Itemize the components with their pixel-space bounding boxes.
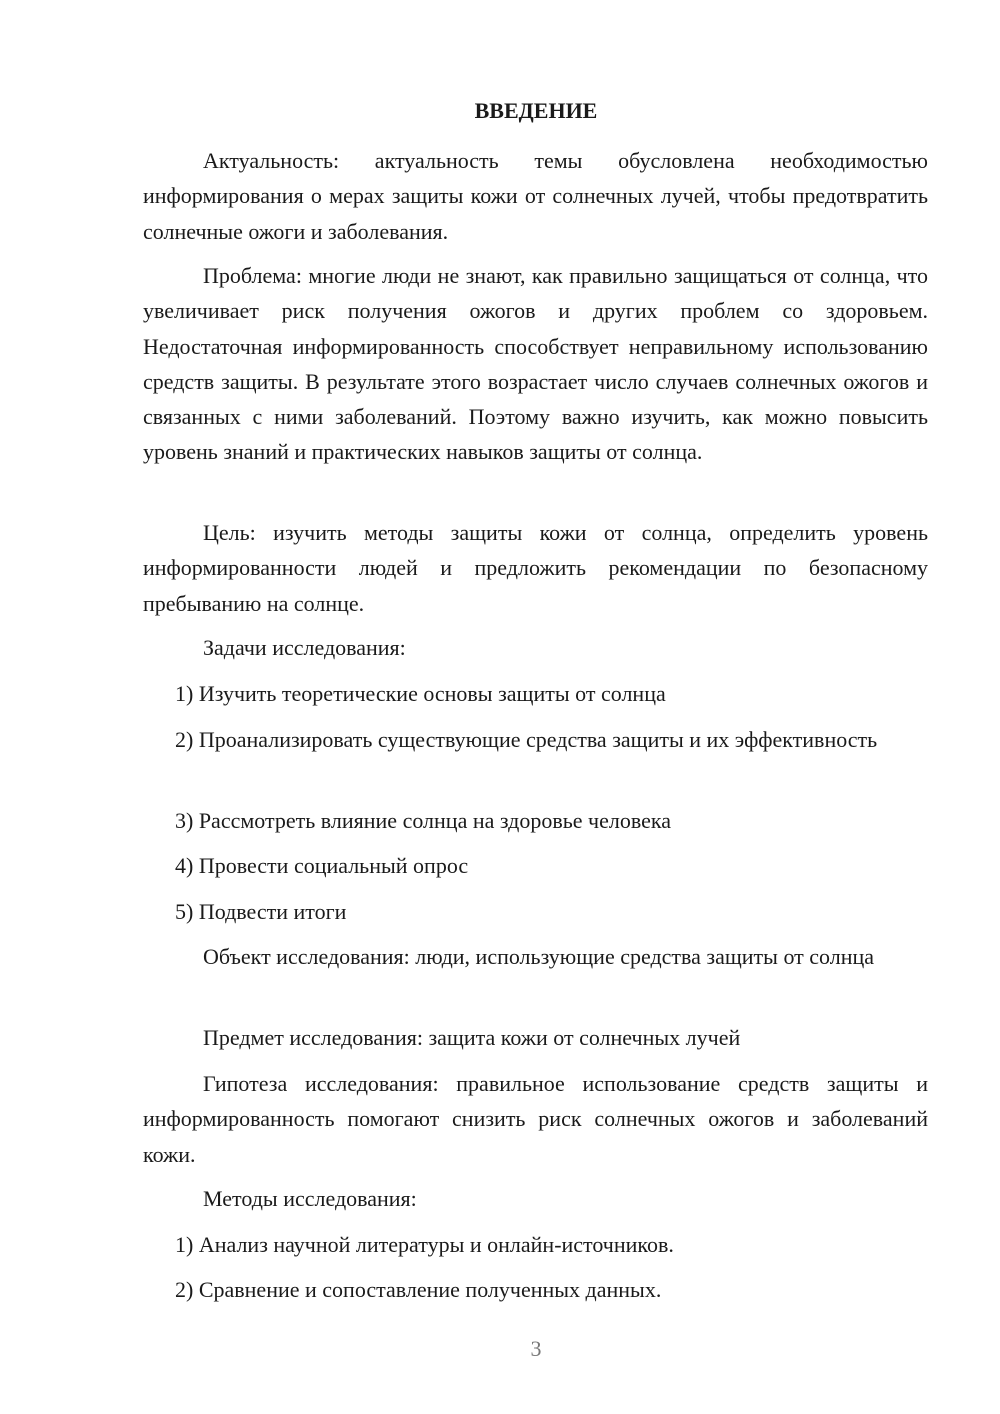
methods-heading: Методы исследования: [203,1186,417,1211]
tasks-heading: Задачи исследования: [203,635,406,660]
subject-text: Предмет исследования: защита кожи от солнечных лучей [203,1025,741,1050]
method-2 [143,1272,928,1307]
list-item: 3) Рассмотреть влияние солнца на здоровье человека [175,808,671,833]
method-1 [143,1227,928,1262]
problem-paragraph [143,258,928,470]
task-4 [143,848,928,883]
subject-paragraph [143,1020,928,1055]
list-item: 4) Провести социальный опрос [175,853,469,878]
methods-heading-block [143,1181,928,1216]
task-2 [143,722,928,757]
section-title: ВВЕДЕНИЕ [474,98,598,123]
task-3 [143,803,928,838]
goal-paragraph [143,515,928,621]
object-text: Объект исследования: люди, использующие средства защиты от солнца [203,944,875,969]
page-number: 3 [530,1336,542,1361]
relevance-paragraph [143,143,928,249]
hypothesis-paragraph [143,1066,928,1172]
object-paragraph [143,939,928,974]
problem-text: Проблема: многие люди не знают, как правильно защищаться от солнца, что увеличивает риск получения ожогов и других проблем со здоровьем. Недостаточная информированность способствует неправильному использованию средств защиты. В результате этого возрастает число случаев солнечных ожогов и связанных с ними заболеваний. Поэтому важно изучить, как можно повысить уровень знаний и практических навыков защиты от солнца. [143,263,928,465]
tasks-heading-block [143,630,928,665]
goal-text: Цель: изучить методы защиты кожи от солнца, определить уровень информированности людей и предложить рекомендации по безопасному пребыванию на солнце. [143,520,928,616]
task-5 [143,894,928,929]
list-item: 1) Изучить теоретические основы защиты от солнца [175,681,666,706]
relevance-text: Актуальность: актуальность темы обусловлена необходимостью информирования о мерах защиты кожи от солнечных лучей, чтобы предотвратить солнечные ожоги и заболевания. [143,148,928,244]
list-item: 2) Сравнение и сопоставление полученных данных. [175,1277,662,1302]
hypothesis-text: Гипотеза исследования: правильное использование средств защиты и информированность помогают снизить риск солнечных ожогов и заболеваний кожи. [143,1071,928,1167]
list-item: 1) Анализ научной литературы и онлайн-источников. [175,1232,674,1257]
task-1 [143,676,928,711]
list-item: 5) Подвести итоги [175,899,347,924]
list-item: 2) Проанализировать существующие средства защиты и их эффективность [175,727,878,752]
